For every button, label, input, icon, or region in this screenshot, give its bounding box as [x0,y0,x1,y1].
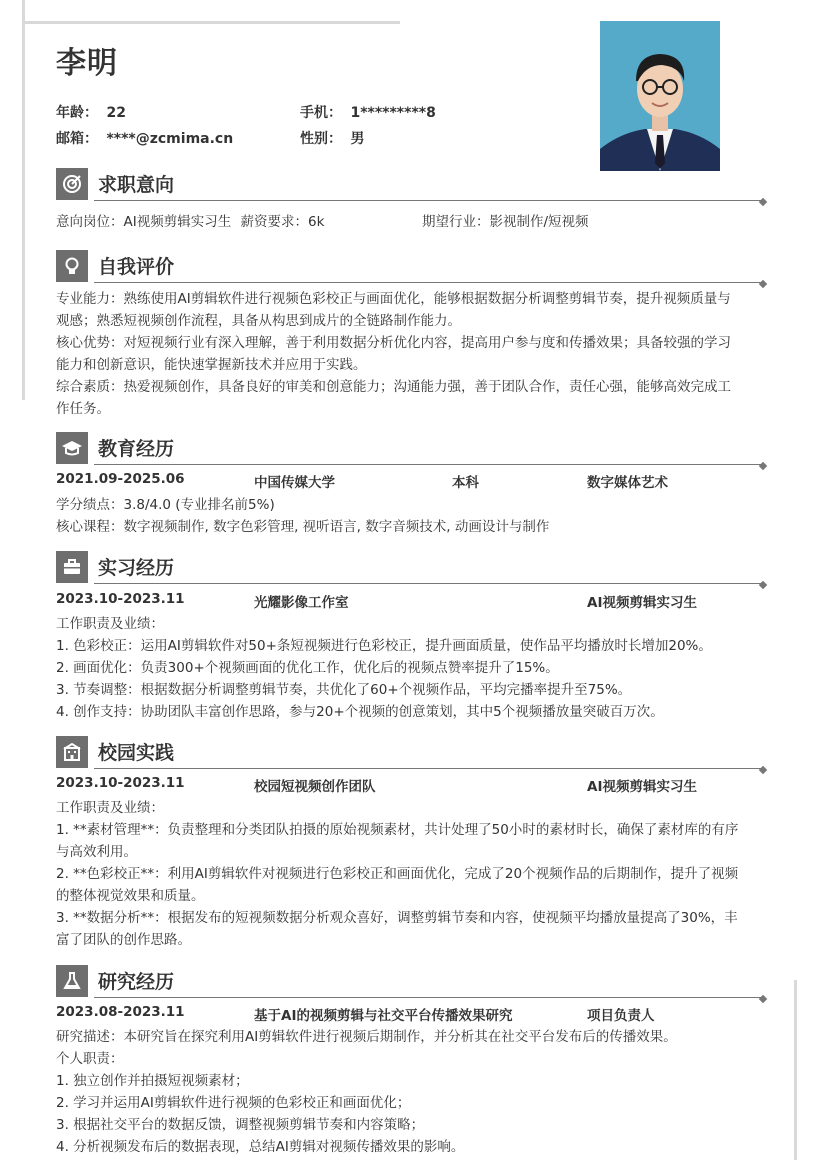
education-degree: 本科 [452,475,479,491]
building-icon [56,736,88,768]
intent-position: 意向岗位：AI视频剪辑实习生 [56,214,232,230]
age-label: 年龄： [56,105,98,121]
section-header-intent [56,168,766,202]
campus-line: 1. **素材管理**：负责整理和分类团队拍摄的原始视频素材，共计处理了50小时的素材时长，确保了素材库的有序 [56,822,739,838]
education-period: 2021.09-2025.06 [56,471,185,487]
education-major: 数字媒体艺术 [587,475,668,491]
section-rule [94,282,762,283]
self-line: 能力和创新意识，能快速掌握新技术并应用于实践。 [56,357,367,373]
section-rule [94,200,762,201]
age-value: 22 [106,105,126,121]
self-line: 核心优势：对短视频行业有深入理解，善于利用数据分析优化内容，提高用户参与度和传播效果；具备较强的学习 [56,335,731,351]
campus-line: 2. **色彩校正**：利用AI剪辑软件对视频进行色彩校正和画面优化，完成了20个视频作品的后期制作，提升了视频 [56,866,739,882]
campus-row [56,775,766,797]
internship-line: 2. 画面优化：负责300+个视频画面的优化工作，优化后的视频点赞率提升了15%。 [56,660,559,676]
section-header-campus [56,736,766,770]
campus-role: AI视频剪辑实习生 [587,779,697,795]
flask-icon [56,965,88,997]
phone-field [300,102,436,122]
section-title: 自我评价 [98,256,175,278]
research-line: 1. 独立创作并拍摄短视频素材； [56,1073,249,1089]
education-line: 核心课程：数字视频制作, 数字色彩管理, 视听语言, 数字音频技术, 动画设计与制作 [56,519,550,535]
internship-org: 光耀影像工作室 [254,595,349,611]
decorative-vertical-line [22,0,25,400]
research-title: 基于AI的视频剪辑与社交平台传播效果研究 [254,1008,513,1024]
target-icon [56,168,88,200]
internship-role: AI视频剪辑实习生 [587,595,697,611]
campus-line: 3. **数据分析**：根据发布的短视频数据分析观众喜好，调整剪辑节奏和内容，使视频平均播放量提高了30%，丰 [56,910,738,926]
rule-diamond [759,995,767,1003]
self-line: 专业能力：熟练使用AI剪辑软件进行视频色彩校正与画面优化，能够根据数据分析调整剪辑节奏，提升视频质量与 [56,291,731,307]
campus-org: 校园短视频创作团队 [254,779,376,795]
age-field [56,102,126,122]
gender-label: 性别： [300,131,342,147]
self-line: 观感；熟悉短视频创作流程，具备从构思到成片的全链路制作能力。 [56,313,461,329]
decorative-vertical-line-bottom [794,980,797,1160]
internship-row [56,591,766,613]
section-title: 教育经历 [98,438,175,460]
rule-diamond [759,581,767,589]
gender-value: 男 [350,131,365,147]
education-row [56,471,766,493]
rule-diamond [759,198,767,206]
research-period: 2023.08-2023.11 [56,1004,185,1020]
research-line: 研究描述：本研究旨在探究利用AI剪辑软件进行视频后期制作，并分析其在社交平台发布后的传播效果。 [56,1029,677,1045]
section-rule [94,464,762,465]
section-header-education [56,432,766,466]
education-line: 学分绩点：3.8/4.0 (专业排名前5%) [56,497,275,513]
intent-industry: 期望行业：影视制作/短视频 [422,214,589,230]
profile-photo [600,21,720,171]
internship-line: 工作职责及业绩： [56,616,164,632]
research-role: 项目负责人 [587,1008,655,1024]
phone-label: 手机： [300,105,342,121]
section-title: 校园实践 [98,742,175,764]
section-header-internship [56,551,766,585]
intent-row [56,211,766,233]
research-line: 3. 根据社交平台的数据反馈，调整视频剪辑节奏和内容策略； [56,1117,425,1133]
email-value: ****@zcmima.cn [106,131,234,147]
campus-line: 工作职责及业绩： [56,800,164,816]
graduation-cap-icon [56,432,88,464]
rule-diamond [759,766,767,774]
research-line: 4. 分析视频发布后的数据表现，总结AI剪辑对视频传播效果的影响。 [56,1139,465,1155]
campus-line: 与高效利用。 [56,844,137,860]
research-line: 2. 学习并运用AI剪辑软件进行视频的色彩校正和画面优化； [56,1095,411,1111]
internship-period: 2023.10-2023.11 [56,591,185,607]
section-header-research [56,965,766,999]
internship-line: 3. 节奏调整：根据数据分析调整剪辑节奏，共优化了60+个视频作品，平均完播率提升至75%。 [56,682,632,698]
section-rule [94,768,762,769]
research-row [56,1004,766,1026]
rule-diamond [759,280,767,288]
intent-salary: 薪资要求：6k [240,214,325,230]
gender-field [300,128,364,148]
briefcase-icon [56,551,88,583]
section-header-self [56,250,766,284]
education-school: 中国传媒大学 [254,475,335,491]
internship-line: 1. 色彩校正：运用AI剪辑软件对50+条短视频进行色彩校正，提升画面质量，使作品平均播放时长增加20%。 [56,638,712,654]
rule-diamond [759,462,767,470]
portrait-illustration [600,21,720,171]
campus-line: 的整体视觉效果和质量。 [56,888,205,904]
email-label: 邮箱： [56,131,98,147]
section-title: 求职意向 [98,174,175,196]
campus-period: 2023.10-2023.11 [56,775,185,791]
campus-line: 富了团队的创作思路。 [56,932,191,948]
research-line: 个人职责： [56,1051,124,1067]
decorative-horizontal-line [22,21,400,24]
self-line: 作任务。 [56,401,110,417]
internship-line: 4. 创作支持：协助团队丰富创作思路，参与20+个视频的创意策划，其中5个视频播放量突破百万次。 [56,704,664,720]
phone-value: 1*********8 [350,105,436,121]
section-rule [94,997,762,998]
lightbulb-icon [56,250,88,282]
section-title: 实习经历 [98,557,175,579]
candidate-name: 李明 [56,46,118,81]
section-rule [94,583,762,584]
self-line: 综合素质：热爱视频创作，具备良好的审美和创意能力；沟通能力强，善于团队合作，责任心强，能够高效完成工 [56,379,731,395]
section-title: 研究经历 [98,971,175,993]
email-field [56,128,233,148]
